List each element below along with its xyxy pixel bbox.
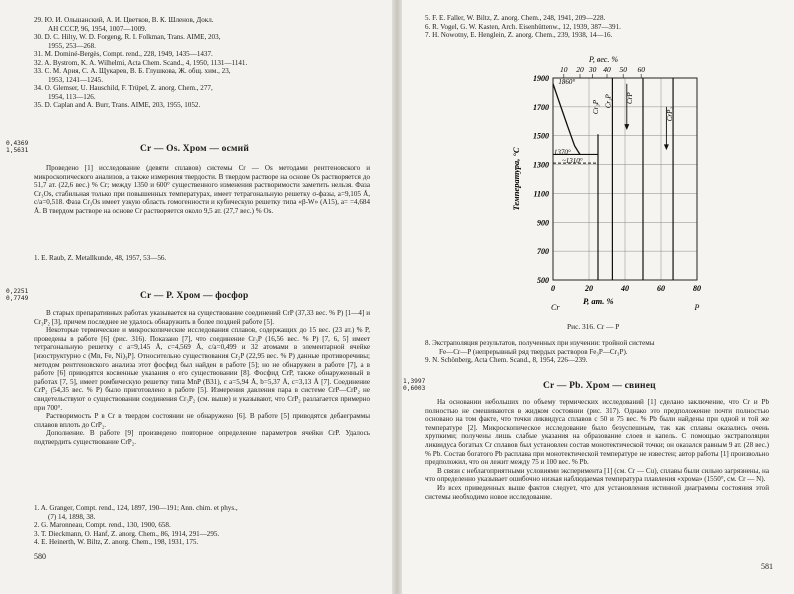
reference-line: 1955, 253—268. <box>48 41 96 50</box>
liquidus-line <box>553 84 580 155</box>
page-number-right: 581 <box>761 562 773 571</box>
reference-line: 1. A. Granger, Compt. rend., 124, 1897, 190—191; Ann. chim. et phys., <box>34 504 238 512</box>
code-line: 0,4369 <box>6 140 29 147</box>
reference-line: Fe—Cr—P (непрерывный ряд твердых растворов Fe₃P—Cr₃P). <box>439 347 628 356</box>
reference-line: 9. N. Schönberg, Acta Chem. Scand., 8, 1954, 226—239. <box>425 356 588 364</box>
x-end-label: P <box>694 303 700 312</box>
y-tick-label: 1100 <box>533 189 549 199</box>
annotation-label: Cr₂P <box>604 94 613 109</box>
left-top-references <box>34 16 374 110</box>
book-gutter <box>392 0 402 594</box>
x-tick-label: 60 <box>657 284 665 293</box>
paragraph: Некоторые термические и микроскопические исследования сплавов, содержащих до 15 вес. (23 ат.) % P, проведены в работе [6] (рис. 316). Показано [7], что соединение Cr₃P (16,56 вес. % P) [7, 6, 5] имеет тетрагональную решетку с a=9,145 Å, c=4,569 Å, c/a=0,499 и 32 атомами в элементарной ячейке [изоструктурно с (Mn, Fe, Ni)₃P]. Относительно существования Cr₂P (22,95 вес. % P) данные противоречивы; методом рентгеновского анализа этот фосфид был найден в работе [5]; но не обнаружен в работе [7], а в работе [6] приводятся косвенные указания о его существовании [8]. Фосфид CrP, также обнаруженный в работах [7, 5], имеет ромбическую решетку типа MnP (B31), с a=5,94 Å, b=5,37 Å, c=3,13 Å [7]. Соединение CrP₂ (54,35 вес. % P) было приготовлено в работе [5]. Измерения давления пара в системе CrP—CrP₂ не свидетельствуют о существовании соединения Cr₃P₂ (см. выше) и указывают, что CrP₂ разлагается примерно при 700°. <box>34 326 370 412</box>
x-tick-label: 0 <box>551 284 555 293</box>
code-line: 1,5631 <box>6 147 29 154</box>
figure-caption <box>567 322 619 331</box>
reference-line: 6. R. Vogel, G. W. Kasten, Arch. Eisenhüttenw., 12, 1939, 387—391. <box>425 22 621 31</box>
page-number-left: 580 <box>34 552 46 561</box>
left-bottom-references <box>34 504 370 547</box>
y-axis-label: Температура, °C <box>511 147 521 211</box>
reference-line: 33. С. М. Ария, С. А. Щукарев, В. Б. Глушкова, Ж. общ. хим., 23, <box>34 67 231 75</box>
reference-line: 31. M. Dominé-Bergès, Compt. rend., 228, 1949, 1435—1437. <box>34 50 213 58</box>
paragraph: Проведено [1] исследование (девяти сплавов) системы Cr — Os методами рентгеновского и микроскопического анализов, а также измерения твердости. В твердом растворе на основе Os растворяется до 51,7 ат. (22,6 вес.) % Cr; между 1350 и 600° существенного изменения растворимости заметить нельзя. Фаза Cr₃Os, стабильная только при повышенных температурах, имеет тетрагональную решетку σ-фазы, a=9,105 Å, c/a=0,518. Фаза Cr₃Os имеет узкую область гомогенности и кубическую решетку типа «β-W» (A15), a= =4,684 Å. В твердом растворе на основе Cr растворяется около 9,5 ат. (27,7 вес.) % Os. <box>34 164 370 215</box>
y-tick-label: 700 <box>537 247 549 257</box>
cr-pb-codes <box>403 378 425 392</box>
x-start-label: Cr <box>551 303 560 312</box>
y-tick-label: 1700 <box>533 102 549 112</box>
cr-pb-text <box>425 398 769 501</box>
code-line: 0,6003 <box>403 385 426 392</box>
reference-line: 30. D. C. Hilty, W. D. Forgeng, R. I. Folkman, Trans. AIME, 203, <box>34 33 221 41</box>
paragraph: Из всех приведенных выше фактов следует, что для установления истинной диаграммы состояния этой системы необходимо новое исследование. <box>425 483 769 501</box>
reference-line: (7) 14, 1898, 38. <box>48 512 96 521</box>
crp2-arrow-head <box>664 144 669 150</box>
annotation-label: CrP₂ <box>665 107 674 122</box>
paragraph: Дополнение. В работе [9] произведено повторное определение параметров ячейки CrP. Удалось подтвердить существование CrP₂. <box>34 429 370 446</box>
code-line: 1,3997 <box>403 378 426 385</box>
annotation-label: 1370° <box>553 148 571 157</box>
top-tick-label: 20 <box>576 65 584 74</box>
paragraph: В старых препаративных работах указывается на существование соединений CrP (37,33 вес. % P) [1—4] и Cr₃P₂ [3], причем последнее не удалось обнаружить в более поздней работе [5]. <box>34 309 370 326</box>
y-tick-label: 1300 <box>533 160 549 170</box>
y-tick-label: 1500 <box>533 131 549 141</box>
y-tick-label: 1900 <box>533 74 549 83</box>
reference-line: 32. A. Bystrom, K. A. Wilhelmi, Acta Chem. Scand., 4, 1950, 1131—1141. <box>34 58 248 67</box>
reference-line: 1953, 1241—1245. <box>48 75 103 84</box>
annotation-label: ~1310° <box>562 157 583 166</box>
cr-p-text <box>34 309 370 447</box>
top-tick-label: 30 <box>588 65 597 74</box>
top-tick-label: 10 <box>560 65 568 74</box>
cr-os-heading: Cr — Os. Хром — осмий <box>140 144 250 154</box>
reference-item: 1. E. Raub, Z. Metallkunde, 48, 1957, 53—56. <box>34 254 167 262</box>
reference-line: 34. O. Glemser, U. Hauschild, F. Trüpel, Z. anorg. Chem., 277, <box>34 84 213 92</box>
x-axis-label: P, ат. % <box>583 296 614 306</box>
annotation-label: 1860° <box>558 77 576 86</box>
cr-os-codes <box>6 140 28 154</box>
reference-line: АН СССР, 96, 1954, 1007—1009. <box>48 24 147 33</box>
reference-line: 3. T. Dieckmann, O. Hanf, Z. anorg. Chem., 86, 1914, 291—295. <box>34 529 220 538</box>
x-tick-label: 20 <box>585 284 593 293</box>
right-top-references <box>425 14 775 40</box>
paragraph: На основании небольших по объему термических исследований [1] сделано заключение, что Cr и Pb полностью не смешиваются в жидком состоянии (рис. 317). Однако это предположение почти полностью основано на том факте, что точки ликвидуса сплавов с 50 и 75 вес. % Pb были найдены при одной и той же температуре [2]. Микроскопическое исследование было безуспешным, так как сплавы оказались очень хрупкими; получены лишь слабые указания на образование слоев и капель. С помощью экстраполяции ликвидуса богатых Cr сплавов был установлен состав монотектической точки; он оказался равным 9 ат. (28 вес.) % Pb. Состав богатого Pb расплава при монотектической температуре не известен; автор работы [1] произвольно предположил, что он лежит между 75 и 100 вес. % Pb. <box>425 398 769 467</box>
cr-p-codes <box>6 288 28 302</box>
x-tick-label: 80 <box>693 284 701 293</box>
right-mid-references <box>425 339 775 365</box>
annotation-label: Cr₃P <box>592 99 600 115</box>
reference-line: 7. H. Nowotny, E. Henglein, Z. anorg. Chem., 239, 1938, 14—16. <box>425 31 613 39</box>
x-tick-label: 40 <box>621 284 629 293</box>
phase-diagram-cr-p <box>507 44 717 324</box>
top-tick-label: 40 <box>603 65 611 74</box>
top-axis-label: P, вес. % <box>589 55 618 64</box>
annotation-label: CrP <box>626 92 635 104</box>
paragraph: Растворимость P в Cr в твердом состоянии не обнаружено [6]. В работе [5] приводятся дебаеграммы сплавов вплоть до CrP₂. <box>34 412 370 429</box>
top-tick-label: 60 <box>637 65 645 74</box>
reference-line: 35. D. Caplan and A. Burr, Trans. AIME, 203, 1955, 1052. <box>34 101 201 109</box>
cr-p-heading: Cr — P. Хром — фосфор <box>140 291 249 301</box>
y-tick-label: 900 <box>537 218 549 228</box>
reference-line: 4. E. Heinerth, W. Biltz, Z. anorg. Chem., 198, 1931, 175. <box>34 538 199 546</box>
code-line: 0,2251 <box>6 288 29 295</box>
cr-os-text <box>34 164 370 216</box>
caption-text: Рис. 316. Cr — P <box>567 322 620 331</box>
y-tick-label: 500 <box>537 276 549 285</box>
code-line: 0,7749 <box>6 295 29 302</box>
cr-os-references <box>34 254 370 263</box>
reference-line: 5. F. E. Faller, W. Biltz, Z. anorg. Chem., 248, 1941, 209—228. <box>425 14 606 22</box>
reference-line: 2. G. Maronneau, Compt. rend., 130, 1900, 658. <box>34 521 171 529</box>
reference-line: 8. Экстраполяция результатов, полученных при изучении: тройной системы <box>425 339 655 347</box>
top-tick-label: 50 <box>619 65 627 74</box>
right-page <box>397 0 794 594</box>
paragraph: В связи с неблагоприятными условиями эксперимента [1] (см. Cr — Cu), сплавы были сильно загрязнены, на что определенно указывает ошибочно низкая наблюдаемая температура плавления «хрома» (1550°, см. Cr — N). <box>425 466 769 484</box>
reference-line: 29. Ю. И. Ольшанский, А. И. Цветков, В. К. Шленов, Докл. <box>34 16 214 24</box>
cr-pb-heading: Cr — Pb. Хром — свинец <box>543 381 656 391</box>
reference-line: 1954, 113—126. <box>48 92 96 101</box>
